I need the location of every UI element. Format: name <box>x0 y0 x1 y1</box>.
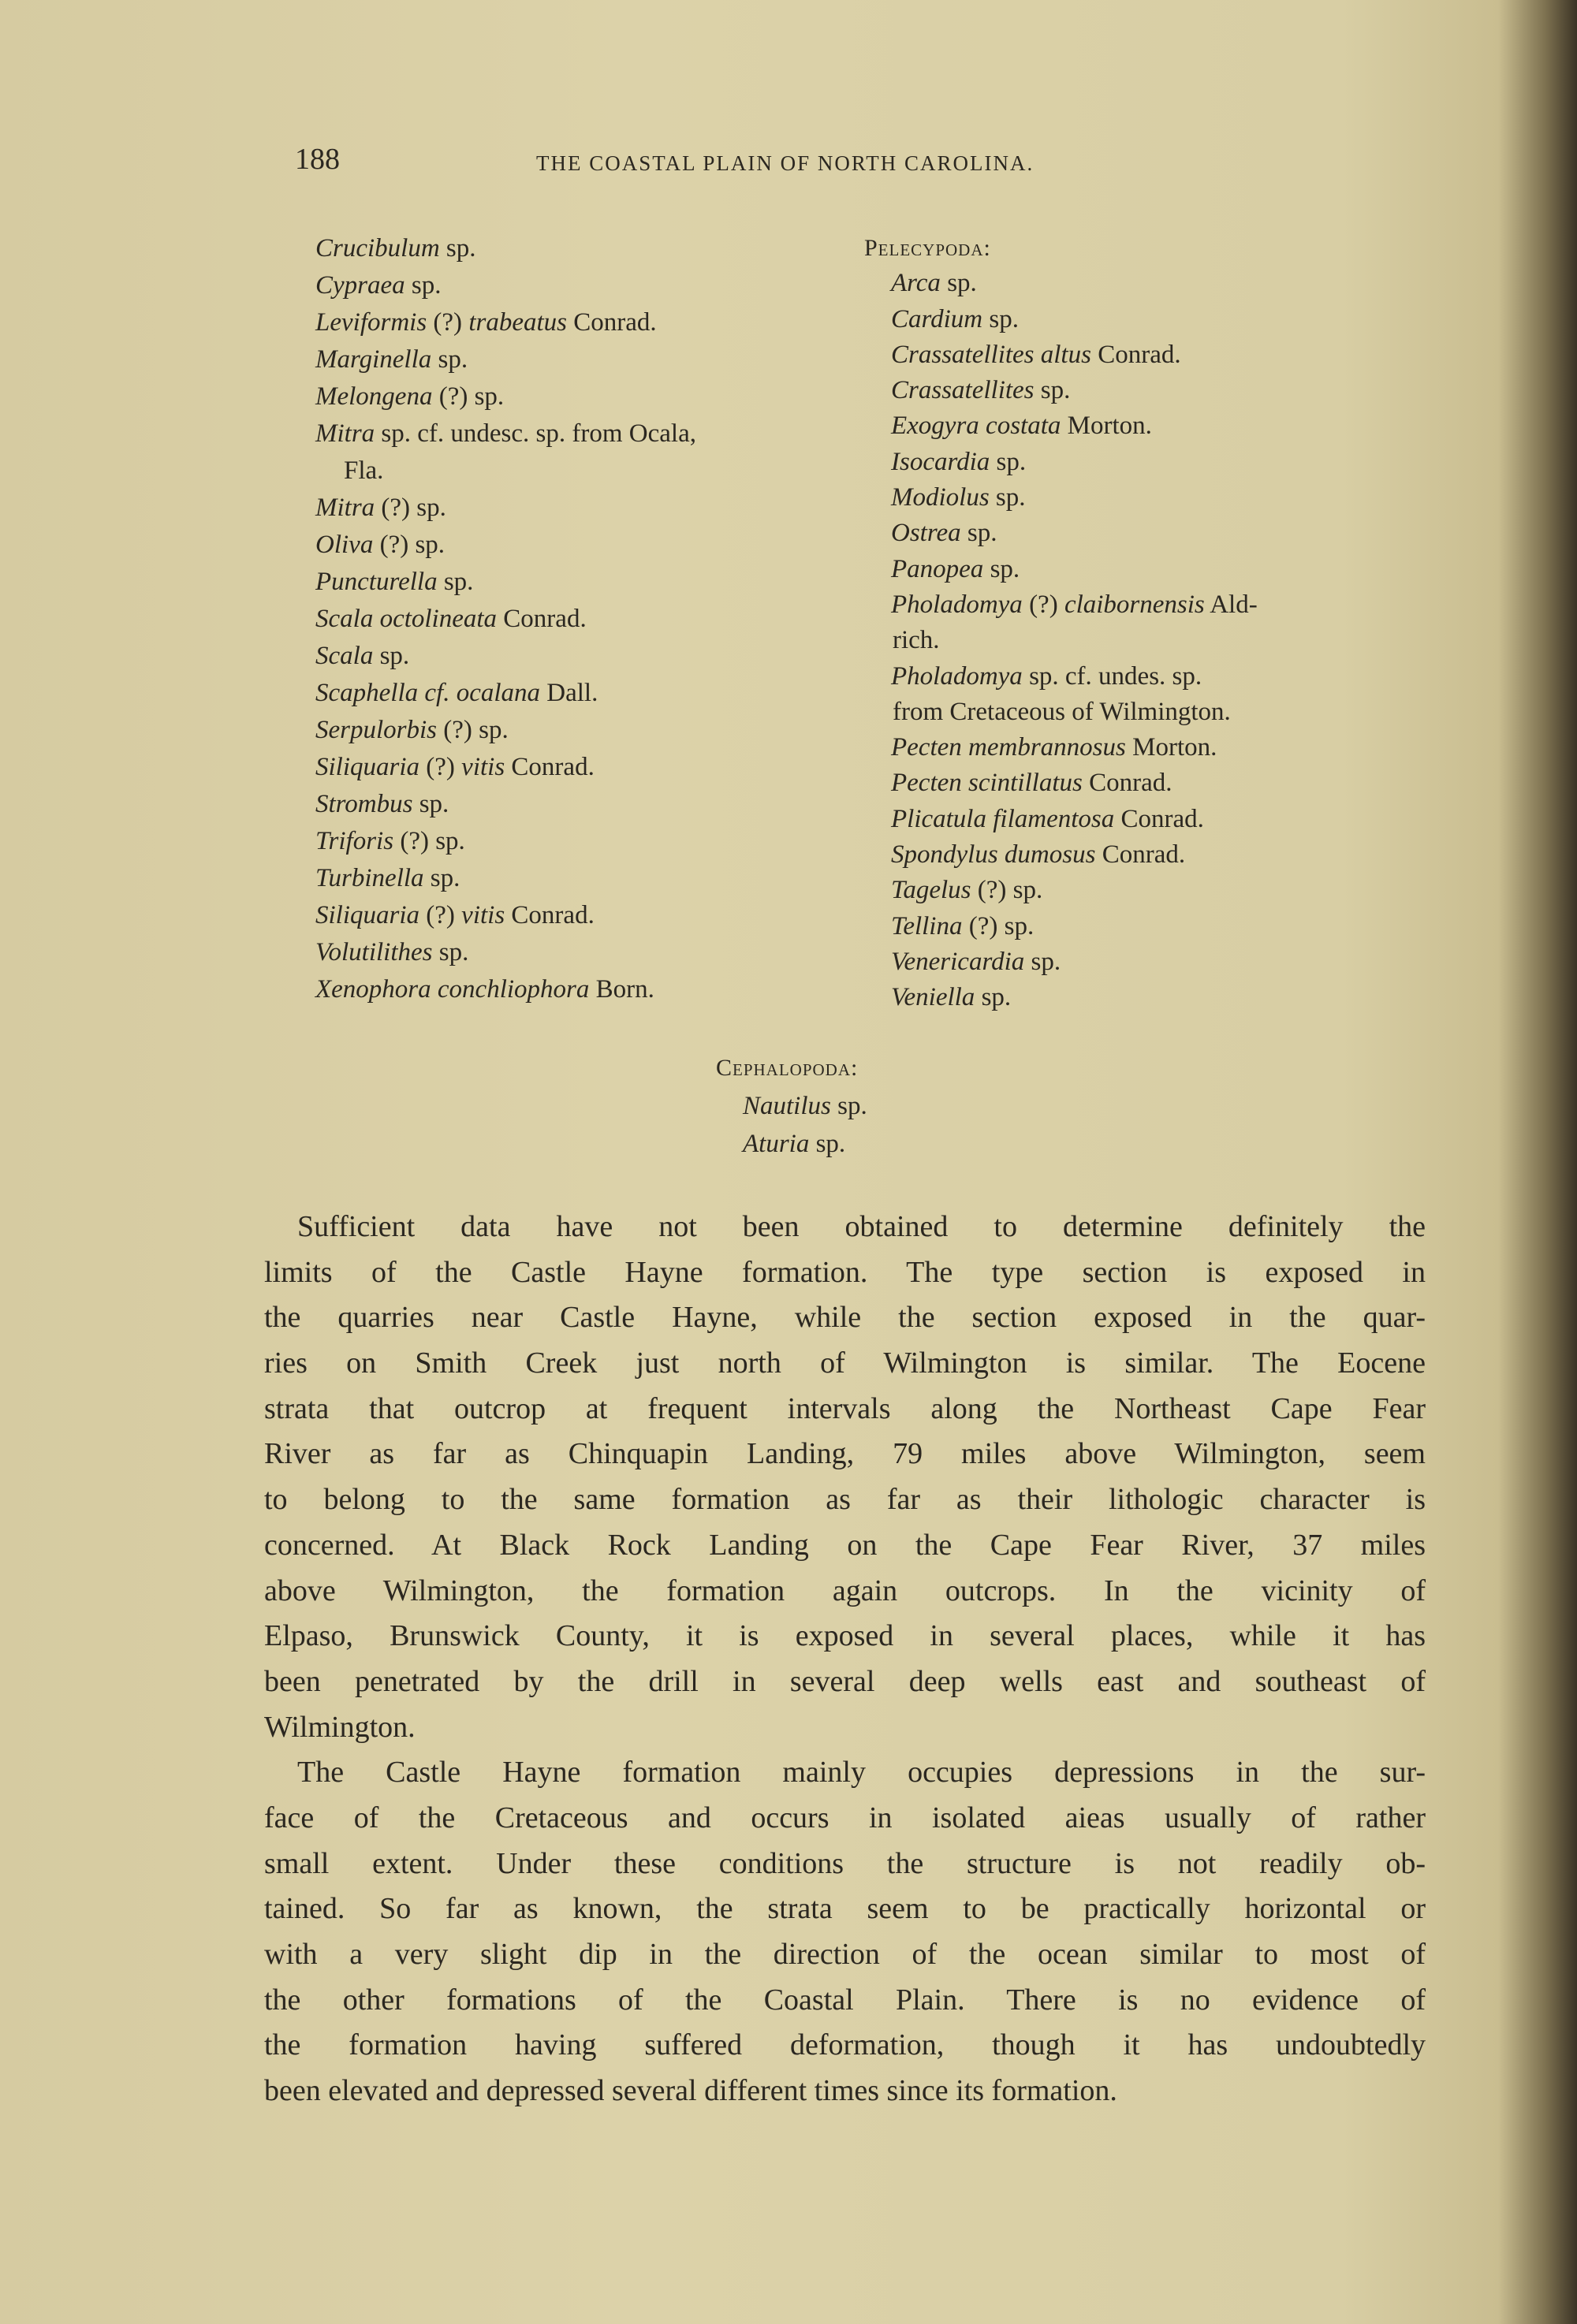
entry-text: Conrad. <box>1095 840 1186 870</box>
species-entry <box>315 453 696 490</box>
species-entry <box>864 730 1258 765</box>
pelecypoda-list <box>864 230 1258 1016</box>
species-entry <box>315 490 696 527</box>
text-line: the quarries near Castle Hayne, while the section exposed in the quar- <box>264 1301 1426 1335</box>
species-entry <box>864 337 1258 373</box>
taxon-name: Triforis <box>315 827 394 855</box>
entry-text: (?) <box>1022 590 1064 619</box>
taxon-name: Crassatellites altus <box>891 340 1091 369</box>
taxon-name: Tagelus <box>891 876 971 905</box>
taxon-name: Arca <box>891 269 941 298</box>
entry-text: (?) sp. <box>432 382 505 411</box>
taxon-name: Serpulorbis <box>315 716 438 744</box>
taxon-name: Tellina <box>891 911 963 940</box>
taxon-name: Aturia <box>743 1130 810 1158</box>
species-entry <box>864 980 1258 1015</box>
text-line: small extent. Under these conditions the structure is not readily ob- <box>264 1846 1426 1880</box>
entry-text: sp. <box>989 483 1026 512</box>
entry-text: (?) sp. <box>437 716 509 744</box>
species-entry <box>315 601 696 638</box>
taxon-name: Volutilithes <box>315 938 433 966</box>
taxon-name: Cypraea <box>315 271 405 300</box>
entry-text: sp. <box>990 447 1027 476</box>
text-line: The Castle Hayne formation mainly occupies depressions in the sur- <box>297 1756 1426 1790</box>
text-line: the formation having suffered deformation, though it has undoubtedly <box>264 2028 1426 2062</box>
species-entry <box>315 786 696 823</box>
entry-text: Dall. <box>540 679 598 707</box>
taxon-name: Marginella <box>315 345 432 374</box>
entry-text: sp. <box>432 938 469 966</box>
taxon-name: Spondylus dumosus <box>891 840 1096 870</box>
entry-text: (?) sp. <box>962 911 1035 940</box>
text-line: been penetrated by the drill in several deep wells east and southeast of <box>264 1664 1426 1698</box>
species-entry <box>864 266 1258 301</box>
entry-text: Morton. <box>1125 733 1217 762</box>
species-entry <box>864 837 1258 873</box>
paragraph <box>264 1205 1426 1750</box>
taxon-name: Ostrea <box>891 519 961 548</box>
entry-text: Conrad. <box>1114 804 1204 833</box>
gastropoda-list <box>315 230 696 1008</box>
taxon-name: Siliquaria <box>315 901 420 929</box>
species-entry <box>864 802 1258 837</box>
text-line: to belong to the same formation as far as their lithologic character is <box>264 1483 1426 1517</box>
entry-text: Fla. <box>344 456 384 485</box>
taxon-name: Mitra <box>315 419 375 448</box>
entry-text: Conrad. <box>505 901 595 929</box>
entry-text: sp. <box>437 568 474 596</box>
species-entry <box>315 341 696 378</box>
text-line: Wilmington. <box>264 1710 416 1744</box>
species-entry <box>315 823 696 860</box>
taxon-name: Oliva <box>315 531 374 559</box>
taxon-name: Pholadomya <box>891 590 1023 619</box>
species-entry <box>315 527 696 564</box>
entry-text: sp. <box>1034 376 1071 405</box>
running-title: THE COASTAL PLAIN OF NORTH CAROLINA. <box>536 151 1035 175</box>
entry-text: sp. <box>982 304 1019 333</box>
species-entry <box>864 659 1258 695</box>
text-line: been elevated and depressed several different times since its formation. <box>264 2074 1117 2108</box>
taxon-name: Modiolus <box>891 483 990 512</box>
species-entry <box>864 516 1258 551</box>
entry-text: sp. <box>975 983 1012 1012</box>
entry-text: sp. cf. undesc. sp. from Ocala, <box>375 419 696 448</box>
taxon-name: Isocardia <box>891 447 990 476</box>
species-entry <box>864 765 1258 801</box>
species-entry <box>315 267 696 304</box>
cephalopoda-list <box>716 1049 867 1163</box>
entry-text: sp. <box>830 1092 867 1120</box>
taxon-name: Scala <box>315 642 374 670</box>
species-entry <box>716 1087 867 1125</box>
text-line: concerned. At Black Rock Landing on the Cape Fear River, 37 miles <box>264 1528 1426 1562</box>
taxon-name: Venericardia <box>891 947 1025 976</box>
taxon-name: Strombus <box>315 790 413 818</box>
entry-text: (?) sp. <box>373 531 446 559</box>
entry-text: (?) sp. <box>375 493 446 522</box>
species-entry <box>864 944 1258 980</box>
taxon-name: Scala octolineata <box>315 605 498 633</box>
species-entry <box>864 445 1258 480</box>
text-line: with a very slight dip in the direction of the ocean similar to most of <box>264 1938 1426 1971</box>
entry-text: (?) <box>419 901 462 929</box>
text-line: the other formations of the Coastal Plain. There is no evidence of <box>264 1983 1426 2017</box>
entry-text: sp. <box>423 864 460 892</box>
species-entry <box>315 934 696 971</box>
text-line: strata that outcrop at frequent intervals along the Northeast Cape Fear <box>264 1391 1426 1425</box>
species-entry <box>864 373 1258 408</box>
text-line: River as far as Chinquapin Landing, 79 miles above Wilmington, seem <box>264 1437 1426 1471</box>
species-entry <box>315 675 696 712</box>
species-entry <box>864 909 1258 944</box>
entry-text: (?) sp. <box>971 876 1043 905</box>
entry-text: Born. <box>589 975 654 1004</box>
taxon-name: Melongena <box>315 382 433 411</box>
taxon-name: Scaphella cf. ocalana <box>315 679 541 707</box>
taxon-name: Cardium <box>891 304 983 333</box>
text-line: Sufficient data have not been obtained to determine definitely the <box>297 1210 1426 1243</box>
text-line: ries on Smith Creek just north of Wilmington is similar. The Eocene <box>264 1346 1426 1380</box>
species-entry <box>315 304 696 341</box>
section-heading-cephalopoda: Cephalopoda: <box>716 1055 859 1081</box>
species-entry <box>864 695 1258 730</box>
text-line: limits of the Castle Hayne formation. The type section is exposed in <box>264 1255 1426 1289</box>
taxon-name: Pecten scintillatus <box>891 769 1083 798</box>
entry-text: sp. cf. undes. sp. <box>1022 661 1202 691</box>
taxon-name: Veniella <box>891 983 975 1012</box>
paragraph <box>264 1750 1426 2114</box>
entry-text: Conrad. <box>505 753 595 781</box>
species-entry <box>315 564 696 601</box>
entry-text: sp. <box>431 345 468 374</box>
page-number: 188 <box>295 143 340 176</box>
taxon-name: Leviformis <box>315 308 427 337</box>
species-entry <box>315 415 696 453</box>
entry-text: from Cretaceous of Wilmington. <box>893 697 1231 726</box>
entry-text: sp. <box>439 234 476 263</box>
section-heading-pelecypoda: Pelecypoda: <box>864 235 991 261</box>
taxon-name: Panopea <box>891 554 984 583</box>
species-entry <box>315 860 696 897</box>
species-entry <box>315 230 696 267</box>
entry-text: sp. <box>405 271 442 300</box>
species-entry <box>864 552 1258 587</box>
species-entry <box>864 587 1258 623</box>
taxon-name: Turbinella <box>315 864 424 892</box>
species-entry <box>315 378 696 415</box>
entry-text: rich. <box>893 626 940 655</box>
species-entry <box>864 408 1258 444</box>
entry-text: (?) sp. <box>393 827 465 855</box>
entry-text: Conrad. <box>497 605 587 633</box>
entry-text: Morton. <box>1061 412 1152 441</box>
entry-text: Conrad. <box>1090 340 1181 369</box>
text-line: Elpaso, Brunswick County, it is exposed in several places, while it has <box>264 1619 1426 1653</box>
taxon-name: Pholadomya <box>891 661 1023 691</box>
body-text <box>264 1205 1426 2114</box>
entry-text: Ald- <box>1204 590 1258 619</box>
species-entry <box>315 897 696 934</box>
taxon-name: Crucibulum <box>315 234 440 263</box>
taxon-name: Siliquaria <box>315 753 420 781</box>
species-entry <box>864 480 1258 516</box>
taxon-name: trabeatus <box>468 308 567 337</box>
species-entry <box>716 1125 867 1163</box>
species-entry <box>315 749 696 786</box>
text-line: face of the Cretaceous and occurs in isolated aieas usually of rather <box>264 1801 1426 1834</box>
taxon-name: Mitra <box>315 493 375 522</box>
entry-text: sp. <box>809 1130 846 1158</box>
species-entry <box>864 873 1258 908</box>
taxon-name: Puncturella <box>315 568 438 596</box>
species-entry <box>315 638 696 675</box>
taxon-name: Crassatellites <box>891 376 1035 405</box>
taxon-name: vitis <box>461 901 505 929</box>
text-line: above Wilmington, the formation again outcrops. In the vicinity of <box>264 1574 1426 1607</box>
entry-text: sp. <box>412 790 449 818</box>
species-entry <box>864 302 1258 337</box>
entry-text: (?) <box>419 753 462 781</box>
taxon-name: vitis <box>461 753 505 781</box>
taxon-name: Plicatula filamentosa <box>891 804 1115 833</box>
entry-text: sp. <box>960 519 997 548</box>
entry-text: (?) <box>427 308 469 337</box>
taxon-name: Exogyra costata <box>891 412 1061 441</box>
species-entry <box>864 623 1258 658</box>
taxon-name: Pecten membrannosus <box>891 733 1126 762</box>
text-line: tained. So far as known, the strata seem to be practically horizontal or <box>264 1892 1426 1926</box>
species-entry <box>315 712 696 749</box>
taxon-name: Xenophora conchliophora <box>315 975 590 1004</box>
entry-text: sp. <box>1024 947 1061 976</box>
entry-text: sp. <box>940 269 977 298</box>
entry-text: sp. <box>373 642 410 670</box>
species-entry <box>315 971 696 1008</box>
taxon-name: claibornensis <box>1064 590 1205 619</box>
entry-text: sp. <box>983 554 1020 583</box>
taxon-name: Nautilus <box>743 1092 831 1120</box>
entry-text: Conrad. <box>1082 769 1172 798</box>
entry-text: Conrad. <box>566 308 657 337</box>
